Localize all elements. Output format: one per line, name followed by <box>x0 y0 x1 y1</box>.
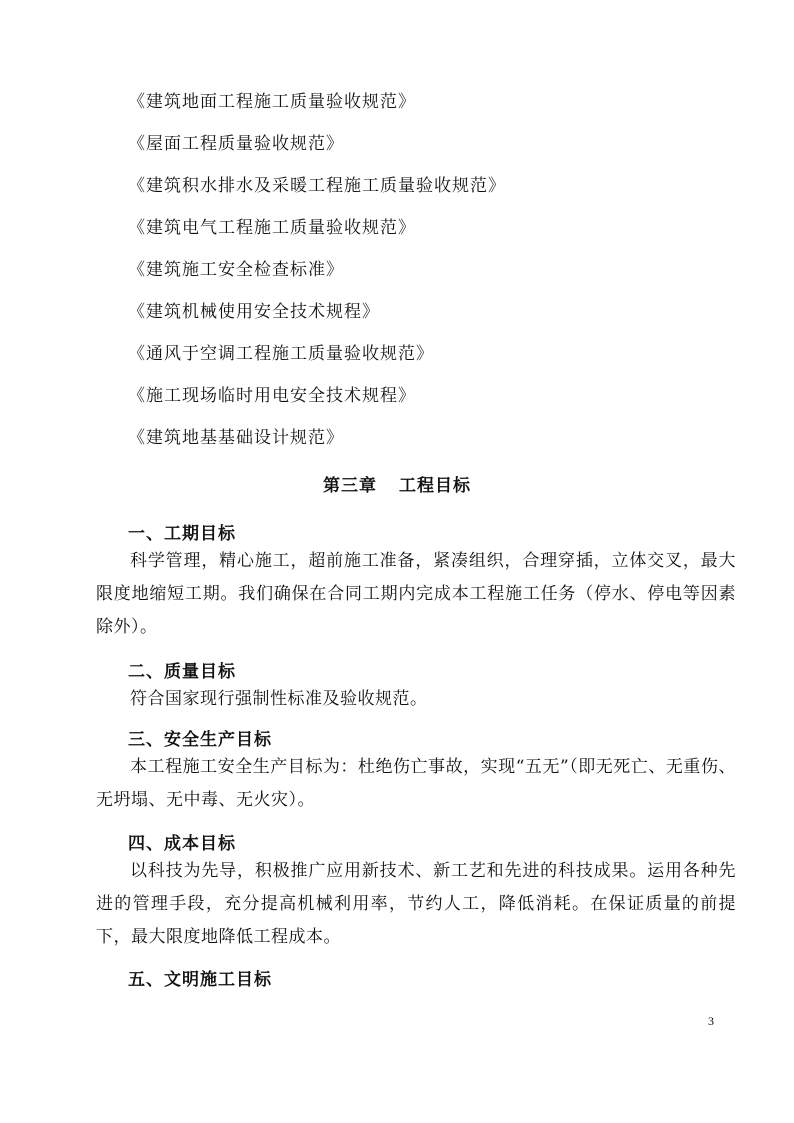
reference-item: 《建筑地基基础设计规范》 <box>128 428 344 448</box>
chapter-title <box>0 471 794 496</box>
reference-item: 《建筑地面工程施工质量验收规范》 <box>128 92 416 112</box>
section-heading: 一、工期目标 <box>128 524 236 544</box>
page-number: 3 <box>708 1014 714 1028</box>
reference-item: 《通风于空调工程施工质量验收规范》 <box>128 344 434 364</box>
section-heading: 五、文明施工目标 <box>128 970 272 990</box>
reference-item: 《建筑施工安全检查标准》 <box>128 260 344 280</box>
section-body: 本工程施工安全生产目标为：杜绝伤亡事故，实现“五无”（即无死亡、无重伤、无坍塌、无中毒、无火灾）。 <box>96 757 736 810</box>
section-heading: 四、成本目标 <box>128 834 236 854</box>
section-heading: 三、安全生产目标 <box>128 730 272 750</box>
reference-item: 《施工现场临时用电安全技术规程》 <box>128 386 416 406</box>
section-body: 以科技为先导，积极推广应用新技术、新工艺和先进的科技成果。运用各种先进的管理手段，充分提高机械利用率，节约人工，降低消耗。在保证质量的前提下，最大限度地降低工程成本。 <box>96 861 736 947</box>
section-heading: 二、质量目标 <box>128 662 236 682</box>
section-body: 科学管理，精心施工，超前施工准备，紧凑组织，合理穿插，立体交叉，最大限度地缩短工期。我们确保在合同工期内完成本工程施工任务（停水、停电等因素除外）。 <box>96 551 736 637</box>
reference-item: 《建筑电气工程施工质量验收规范》 <box>128 218 416 238</box>
reference-item: 《建筑积水排水及采暖工程施工质量验收规范》 <box>128 176 506 196</box>
reference-item: 《建筑机械使用安全技术规程》 <box>128 302 380 322</box>
chapter-number: 第三章 <box>323 476 377 496</box>
chapter-name: 工程目标 <box>399 476 471 496</box>
reference-item: 《屋面工程质量验收规范》 <box>128 134 344 154</box>
section-body: 符合国家现行强制性标准及验收规范。 <box>130 689 428 709</box>
